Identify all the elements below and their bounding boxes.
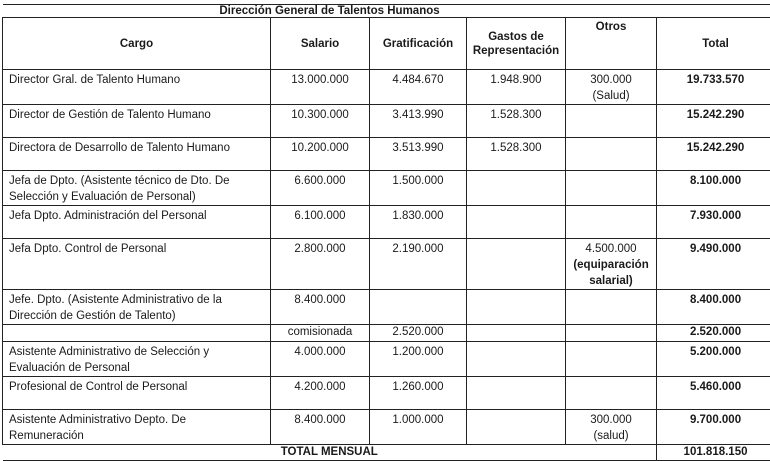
cell-total: 8.100.000 (657, 171, 770, 206)
cell-gratificacion: 1.830.000 (370, 206, 467, 239)
otros-line1: 300.000 (566, 412, 656, 428)
otros-line2: (salud) (566, 428, 656, 444)
cell-cargo (3, 377, 271, 410)
cell-salario: 8.400.000 (271, 290, 370, 325)
cell-cargo (3, 105, 271, 138)
cell-gratificacion: 3.413.990 (370, 105, 467, 138)
cell-cargo (3, 70, 271, 105)
header-salario: Salario (271, 18, 370, 70)
title-spacer (657, 5, 770, 18)
cell-otros (566, 70, 657, 105)
cargo-line1: Director Gral. de Talento Humano (9, 72, 264, 88)
cell-gastos: 1.528.300 (467, 138, 566, 171)
otros-line1: 300.000 (566, 72, 656, 88)
cell-otros (566, 342, 657, 377)
cell-salario: 4.200.000 (271, 377, 370, 410)
cargo-line1: Profesional de Control de Personal (9, 379, 264, 395)
cell-total: 5.460.000 (657, 377, 770, 410)
cargo-line2: Dirección de Gestión de Talento) (9, 308, 264, 324)
cell-total: 9.700.000 (657, 410, 770, 445)
cell-salario: 4.000.000 (271, 342, 370, 377)
cell-otros (566, 105, 657, 138)
cargo-line2: Remuneración (9, 428, 264, 444)
table-row (3, 410, 770, 445)
cell-gastos (467, 410, 566, 445)
cell-salario: 8.400.000 (271, 410, 370, 445)
cell-gratificacion: 2.520.000 (370, 325, 467, 342)
header-gratificacion: Gratificación (370, 18, 467, 70)
table-row (3, 377, 770, 410)
cell-gratificacion: 1.500.000 (370, 171, 467, 206)
cell-gratificacion (370, 290, 467, 325)
header-cargo: Cargo (3, 18, 271, 70)
table-row (3, 342, 770, 377)
cell-total: 9.490.000 (657, 239, 770, 290)
cell-gastos (467, 206, 566, 239)
cell-gratificacion: 2.190.000 (370, 239, 467, 290)
cell-total: 19.733.570 (657, 70, 770, 105)
otros-line1: 4.500.000 (566, 241, 656, 257)
total-mensual-label: TOTAL MENSUAL (3, 445, 657, 461)
cell-salario: 10.300.000 (271, 105, 370, 138)
cargo-line2: Selección y Evaluación de Personal) (9, 189, 264, 205)
cell-otros (566, 377, 657, 410)
cell-salario: 6.600.000 (271, 171, 370, 206)
cargo-line1: Jefe. Dpto. (Asistente Administrativo de la (9, 292, 264, 308)
cell-otros (566, 325, 657, 342)
salary-table (2, 4, 770, 461)
cell-total: 7.930.000 (657, 206, 770, 239)
cargo-line1: Jefa Dpto. Control de Personal (9, 241, 264, 257)
cell-salario: comisionada (271, 325, 370, 342)
cargo-line1: Jefa de Dpto. (Asistente técnico de Dto. De (9, 173, 264, 189)
cell-otros (566, 290, 657, 325)
cell-otros (566, 138, 657, 171)
cargo-line1: Jefa Dpto. Administración del Personal (9, 208, 264, 224)
cell-otros (566, 206, 657, 239)
cargo-line1: Asistente Administrativo Depto. De (9, 412, 264, 428)
table-row (3, 325, 770, 342)
header-total: Total (657, 18, 770, 70)
cell-gratificacion: 4.484.670 (370, 70, 467, 105)
cell-cargo (3, 342, 271, 377)
header-gastos-line1: Gastos de (467, 30, 565, 44)
cell-salario: 6.100.000 (271, 206, 370, 239)
cell-gastos (467, 239, 566, 290)
otros-line2: (Salud) (566, 88, 656, 104)
cell-gratificacion: 1.000.000 (370, 410, 467, 445)
cell-gastos (467, 377, 566, 410)
cargo-line1: Director de Gestión de Talento Humano (9, 107, 264, 123)
cell-total: 5.200.000 (657, 342, 770, 377)
cell-cargo (3, 206, 271, 239)
cargo-line2: Evaluación de Personal (9, 360, 264, 376)
otros-line3: salarial) (566, 273, 656, 289)
cell-cargo (3, 138, 271, 171)
table-title: Dirección General de Talentos Humanos (3, 5, 657, 18)
cell-gastos (467, 342, 566, 377)
cell-cargo (3, 410, 271, 445)
cell-otros (566, 410, 657, 445)
cell-salario: 13.000.000 (271, 70, 370, 105)
table-row (3, 138, 770, 171)
cell-gratificacion: 1.260.000 (370, 377, 467, 410)
cell-cargo (3, 325, 271, 342)
cell-cargo (3, 171, 271, 206)
cell-gratificacion: 1.200.000 (370, 342, 467, 377)
cell-total: 2.520.000 (657, 325, 770, 342)
total-mensual-value: 101.818.150 (657, 445, 770, 461)
cell-salario: 2.800.000 (271, 239, 370, 290)
title-row (3, 5, 770, 18)
cargo-line1: Directora de Desarrollo de Talento Humano (9, 140, 264, 156)
cell-cargo (3, 290, 271, 325)
cell-gastos: 1.528.300 (467, 105, 566, 138)
cell-total: 8.400.000 (657, 290, 770, 325)
cell-gastos (467, 290, 566, 325)
table-row (3, 171, 770, 206)
cell-gastos (467, 171, 566, 206)
cell-total: 15.242.290 (657, 138, 770, 171)
table-row (3, 105, 770, 138)
table-row (3, 70, 770, 105)
otros-line2: (equiparación (566, 257, 656, 273)
cell-gratificacion: 3.513.990 (370, 138, 467, 171)
cell-gastos (467, 325, 566, 342)
cell-cargo (3, 239, 271, 290)
table-row (3, 206, 770, 239)
cell-otros (566, 171, 657, 206)
cell-gastos: 1.948.900 (467, 70, 566, 105)
cell-otros (566, 239, 657, 290)
cargo-line1: Asistente Administrativo de Selección y (9, 344, 264, 360)
header-otros: Otros (566, 18, 657, 70)
cell-salario: 10.200.000 (271, 138, 370, 171)
table-row (3, 239, 770, 290)
header-row (3, 18, 770, 70)
header-gastos-representacion (467, 18, 566, 70)
table-row (3, 290, 770, 325)
header-gastos-line2: Representación (467, 44, 565, 58)
cell-total: 15.242.290 (657, 105, 770, 138)
